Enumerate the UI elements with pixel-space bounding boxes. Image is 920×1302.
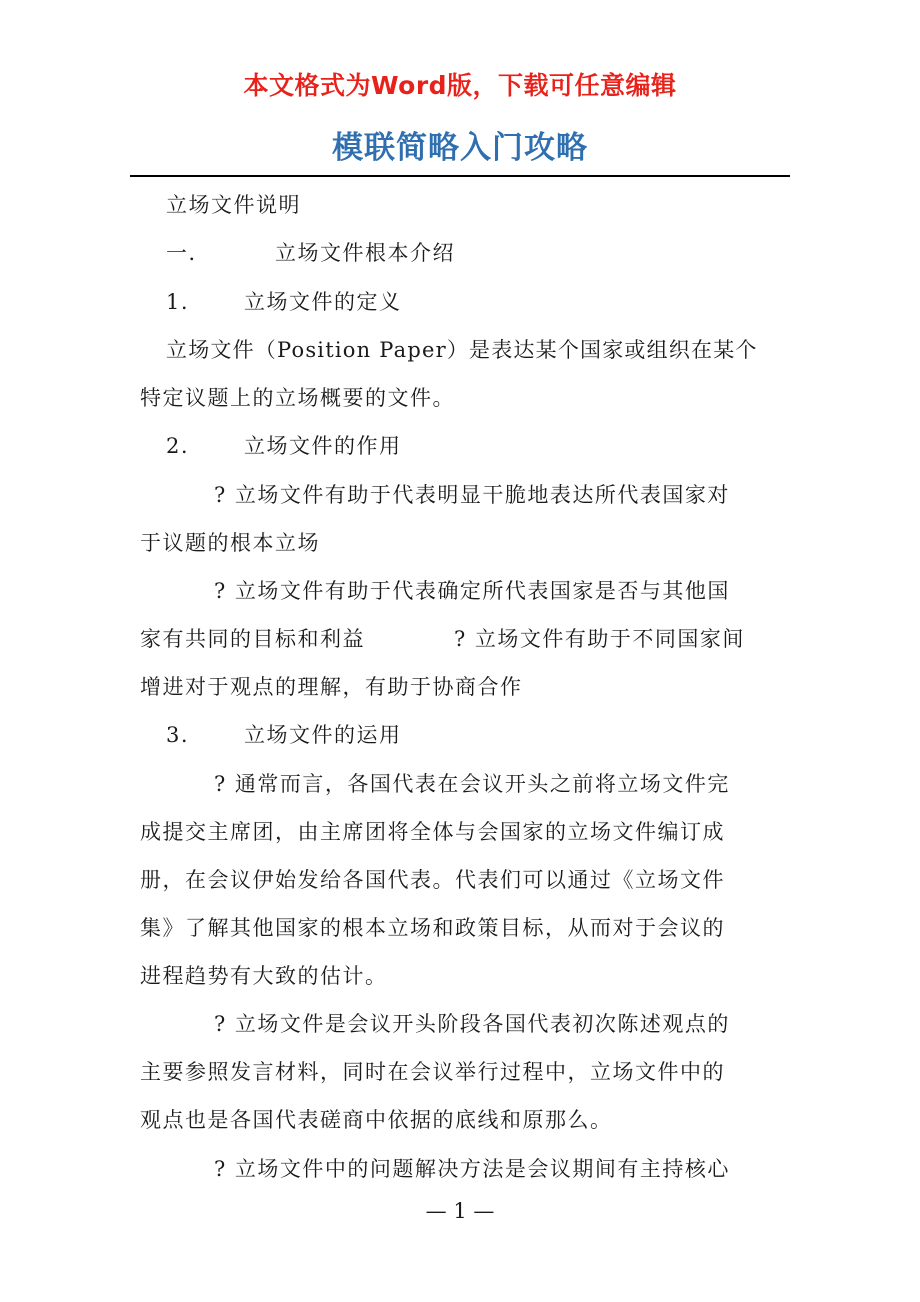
bullet-5-line-2: 主要参照发言材料，同时在会议举行过程中，立场文件中的: [140, 1060, 725, 1084]
subheading-3: [166, 720, 402, 750]
heading-1-number: 一．: [166, 241, 211, 265]
bullet-2-line-1: ? 立场文件有助于代表确定所代表国家是否与其他国: [214, 579, 730, 603]
bullet-6-line-1: ? 立场文件中的问题解决方法是会议期间有主持核心: [214, 1157, 730, 1181]
header-divider: [130, 175, 790, 177]
paragraph-1-line-2: 特定议题上的立场概要的文件。: [140, 386, 455, 410]
bullet-4-line-1: ? 通常而言，各国代表在会议开头之前将立场文件完: [214, 772, 730, 796]
bullet-4-line-3: 册，在会议伊始发给各国代表。代表们可以通过《立场文件: [140, 868, 725, 892]
bullet-2-line-2: 家有共同的目标和利益: [140, 627, 365, 651]
subheading-3-number: 3.: [166, 723, 190, 747]
section-label: 立场文件说明: [166, 193, 301, 217]
bullet-4-line-4: 集》了解其他国家的根本立场和政策目标，从而对于会议的: [140, 916, 725, 940]
bullet-3-line-1: ? 立场文件有助于不同国家间: [454, 627, 745, 651]
page-number: — 1 —: [425, 1199, 495, 1223]
bullet-3-line-2: 增进对于观点的理解，有助于协商合作: [140, 675, 523, 699]
heading-1: [166, 238, 455, 268]
download-banner: 本文格式为Word版，下载可任意编辑: [243, 71, 677, 100]
subheading-2-text: 立场文件的作用: [244, 434, 402, 458]
bullet-5-line-3: 观点也是各国代表磋商中依据的底线和原那么。: [140, 1108, 613, 1132]
subheading-1-number: 1.: [166, 290, 190, 314]
bullet-4-line-2: 成提交主席团，由主席团将全体与会国家的立场文件编订成: [140, 820, 725, 844]
subheading-1-text: 立场文件的定义: [244, 290, 402, 314]
subheading-1: [166, 287, 402, 317]
bullet-4-line-5: 进程趋势有大致的估计。: [140, 964, 388, 988]
paragraph-1-line-1: 立场文件（Position Paper）是表达某个国家或组织在某个: [166, 338, 758, 362]
document-title: 模联简略入门攻略: [332, 130, 588, 166]
bullet-1-line-2: 于议题的根本立场: [140, 531, 320, 555]
subheading-3-text: 立场文件的运用: [244, 723, 402, 747]
subheading-2: [166, 431, 402, 461]
bullet-1-line-1: ? 立场文件有助于代表明显干脆地表达所代表国家对: [214, 483, 730, 507]
heading-1-text: 立场文件根本介绍: [275, 241, 455, 265]
bullet-5-line-1: ? 立场文件是会议开头阶段各国代表初次陈述观点的: [214, 1012, 730, 1036]
subheading-2-number: 2.: [166, 434, 190, 458]
